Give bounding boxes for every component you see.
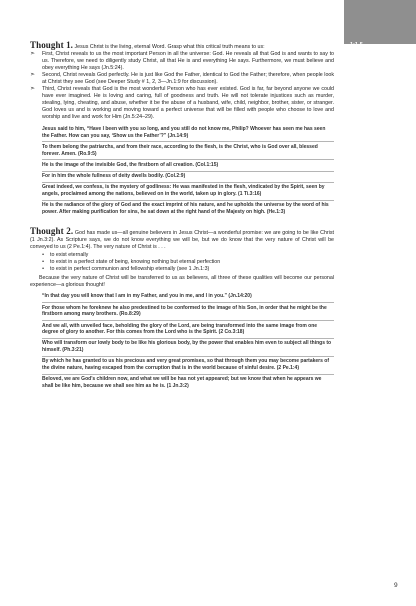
- pointer-arrow-icon: ➣: [30, 51, 36, 58]
- list-item: [30, 259, 334, 266]
- pointer-arrow-icon: ➣: [30, 86, 36, 93]
- thought2-paragraph: Because the very nature of Christ will be transferred to us as believers, all three of these qualities will become our personal experience—a glorious thought!: [30, 274, 334, 288]
- scripture-quote: For in him the whole fullness of deity dwells bodily. (Col.2:9): [42, 172, 334, 183]
- bullet-icon: •: [42, 258, 44, 265]
- thought1-point-text: Second, Christ reveals God perfectly. He is just like God the Father, identical to God the Father; therefore, when people look at Christ they see God (see Deeper Study # 1, 2, 3—Jn.1:9 for discussion).: [42, 72, 334, 86]
- thought1-intro-paragraph: [30, 42, 334, 51]
- bullet-icon: •: [42, 265, 44, 272]
- thought1-title: Thought 1.: [30, 40, 74, 50]
- section-tab: [344, 0, 416, 44]
- thought2-scripture-quotes: [42, 292, 334, 392]
- section-gap: [30, 218, 334, 228]
- thought2-intro-paragraph: [30, 225, 334, 251]
- scripture-quote: “In that day you will know that I am in my Father, and you in me, and I in you.” (Jn.14:20): [42, 292, 334, 303]
- christ-nature-list: [30, 252, 334, 273]
- thought1-point: [30, 51, 334, 72]
- scripture-quote: Who will transform our lowly body to be like his glorious body, by the power that enables him even to subject all things to himself. (Ph.3:21): [42, 339, 334, 357]
- list-item: [30, 252, 334, 259]
- thought1-point: [30, 86, 334, 121]
- scripture-quote: Beloved, we are God’s children now, and what we will be has not yet appeared; but we know that when he appears we shall be like him, because we shall see him as he is. (1 Jn.3:2): [42, 376, 322, 389]
- scripture-quote: And we all, with unveiled face, beholding the glory of the Lord, are being transformed into the same image from one degree of glory to another. For this comes from the Lord who is the Spirit. (2 Co.3:18): [42, 321, 334, 339]
- pointer-arrow-icon: ➣: [30, 72, 36, 79]
- scripture-quote: To them belong the patriarchs, and from their race, according to the flesh, is the Christ, who is God over all, blessed forever. Amen. (Ro.9:5): [42, 142, 334, 160]
- thought1-point: [30, 72, 334, 86]
- thought1-point-text: Third, Christ reveals that God is the most wonderful Person who has ever existed. God is far, far beyond anyone we could have ever imagined. He is loving and caring, full of goodness and truth. He will not tolerate injustices such as murder, stealing, lying, cheating, and abuse, whether it be the abuse of a husband, wife, child, neighbor, brother, sister, or stranger. God loves us and is working and moving toward a perfect universe that will be filled with people who choose to love and worship and live and work for Him (Jn.5:24–29).: [42, 86, 334, 121]
- thought1-scripture-quotes: [42, 125, 334, 218]
- scripture-quote: He is the image of the invisible God, the firstborn of all creation. (Col.1:15): [42, 160, 334, 171]
- list-item-text: to exist in a perfect state of being, knowing nothing but eternal perfection: [50, 258, 221, 265]
- scripture-quote: For those whom he foreknew he also predestined to be conformed to the image of his Son, in order that he might be the firstborn among many brothers. (Ro.8:29): [42, 303, 334, 321]
- thought1-intro: Jesus Christ is the living, eternal Word. Grasp what this critical truth means to us:: [74, 44, 265, 50]
- page-content: [30, 42, 334, 392]
- margin-strip: [344, 44, 416, 606]
- list-item-text: to exist in perfect communion and fellowship eternally (see 1 Jn.1:3): [50, 265, 210, 272]
- scripture-quote: By which he has granted to us his precious and very great promises, so that through them you may become partakers of the divine nature, having escaped from the corruption that is in the world because of sinful desire. (2 Pe.1:4): [42, 357, 334, 375]
- thought2-intro: God has made us—all genuine believers in Jesus Christ—a wonderful promise: we are going to be like Christ (1 Jn.3:2). As Scripture says, we do not know everything we will be, but we do know that the very nature of Christ will be conveyed to us (2 Pe.1:4). The very nature of Christ is . . .: [30, 229, 334, 250]
- scripture-quote: He is the radiance of the glory of God and the exact imprint of his nature, and he upholds the universe by the word of his power. After making purification for sins, he sat down at the right hand of the Majesty on high. (He.1:3): [42, 202, 329, 215]
- list-item-text: to exist eternally: [50, 251, 89, 258]
- page-number: 9: [394, 582, 398, 589]
- thought1-point-text: First, Christ reveals to us the most important Person in all the universe: God. He reveals all that God is and wants to say to us. Therefore, we need to diligently study Christ, all that He is and everything He says. Furthermore, we must believe and obey everything He says (Jn.5:24).: [42, 51, 334, 72]
- scripture-quote: Great indeed, we confess, is the mystery of godliness: He was manifested in the flesh, vindicated by the Spirit, seen by angels, proclaimed among the nations, believed on in the world, taken up in glory. (1 Ti.3:16): [42, 183, 334, 201]
- scripture-quote: Jesus said to him, “Have I been with you so long, and you still do not know me, Philip? Whoever has seen me has seen the Father. How can you say, ‘Show us the Father’?” (Jn.14:9): [42, 125, 334, 143]
- bullet-icon: •: [42, 251, 44, 258]
- list-item: [30, 266, 334, 273]
- thought2-title: Thought 2.: [30, 225, 74, 236]
